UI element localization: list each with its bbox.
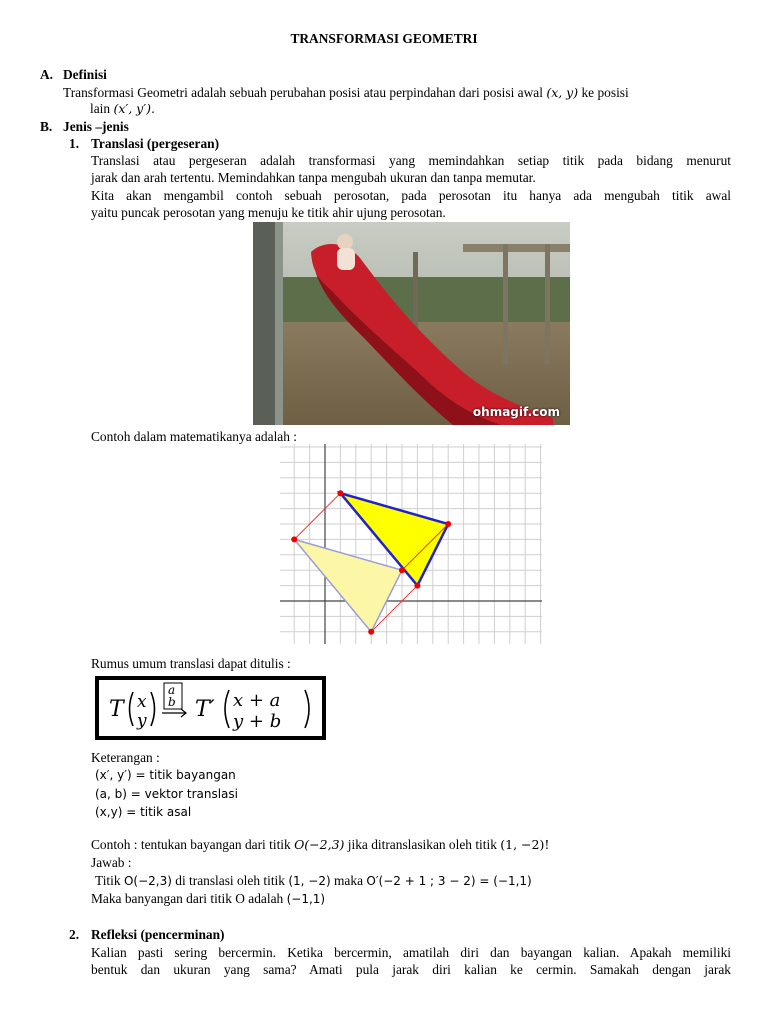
vertex-point [445,521,451,527]
contoh-soal [91,836,549,854]
formula-x: x [137,692,147,712]
contoh-matematika-label: Contoh dalam matematikanya adalah : [91,429,297,444]
section-a-marker: A. [40,67,54,82]
keterangan-3: (x,y) = titik asal [95,805,192,819]
translasi-marker: 1. [69,136,80,151]
maka-math: (−1,1) [286,892,326,906]
vertex-point [414,583,420,589]
triangles [291,490,451,635]
translasi-p1-line1: Translasi atau pergeseran adalah transformasi yang memindahkan setiap titik pada bidang menurut [91,153,731,168]
translation-connector [294,493,340,539]
contoh-math-vector: (1, −2)! [500,837,550,852]
keterangan-1: (x′, y′) = titik bayangan [95,768,236,782]
titik-math-o: O(−2,3) [123,874,172,888]
titik-math-result: O′(−2 + 1 ; 3 − 2) = (−1,1) [366,874,532,888]
jawab-line [95,872,532,890]
refleksi-heading: Refleksi (pencerminan) [91,927,225,942]
formula-a: a [168,683,176,697]
maka-pre: Maka banyangan dari titik O adalah [91,891,284,906]
refleksi-marker: 2. [69,927,80,942]
graph-svg [280,444,542,644]
vertex-point [337,490,343,496]
contoh-pre: Contoh : tentukan bayangan dari titik [91,837,291,852]
translation-formula-box [95,676,326,740]
definisi-math-xy: (x, y) [546,85,579,100]
page-title: TRANSFORMASI GEOMETRI [290,31,478,46]
slide-photo [253,222,570,425]
formula-Tprime: T′ [195,697,215,722]
section-b-heading: Jenis –jenis [63,119,129,134]
right-paren-1 [151,692,155,726]
translation-formula [99,680,322,736]
refleksi-line2: bentuk dan ukuran yang sama? Amati pula jarak diri kalian ke cermin. Samakah dengan jarak [91,962,731,977]
rumus-intro: Rumus umum translasi dapat ditulis : [91,656,291,671]
translation-graph [280,444,542,644]
titik-mid: di translasi oleh titik [175,873,285,888]
section-a-heading: Definisi [63,67,107,82]
definisi-lain: lain [90,101,111,116]
formula-y: y [137,711,147,731]
right-paren-2 [305,690,309,728]
titik-math-vector: (1, −2) [288,874,331,888]
left-paren-2 [225,690,229,728]
maka-line [91,890,325,908]
refleksi-line1: Kalian pasti sering bercermin. Ketika bercermin, amatilah diri dan bayangan kalian. Apakah memiliki [91,945,731,960]
vertex-point [291,536,297,542]
vertex-point [368,629,374,635]
keterangan-2: (a, b) = vektor translasi [95,787,238,801]
formula-x-plus-a: x + a [233,690,281,711]
formula-T: T [109,697,124,722]
left-paren-1 [130,692,134,726]
definisi-math-xyp: (x′, y′). [113,101,155,116]
definisi-end: ke posisi [581,85,629,100]
titik-maka: maka [334,873,364,888]
translasi-heading: Translasi (pergeseran) [91,136,220,151]
photo-watermark: ohmagif.com [472,405,560,419]
jawab-label: Jawab : [91,855,132,870]
definisi-line2 [90,100,155,118]
formula-b: b [168,695,176,709]
translasi-p1-line2: jarak dan arah tertentu. Memindahkan tanpa mengubah ukuran dan tanpa memutar. [91,170,536,185]
formula-y-plus-b: y + b [233,711,282,732]
section-b-marker: B. [40,119,53,134]
translasi-p2-line2: yaitu puncak perosotan yang menuju ke titik ahir ujung perosotan. [91,205,446,220]
definisi-text: Transformasi Geometri adalah sebuah perubahan posisi atau perpindahan dari posisi awal [63,85,543,100]
keterangan-label: Keterangan : [91,750,160,765]
slide-illustration [253,222,570,425]
contoh-math-o: O(−2,3) [294,837,345,852]
translasi-p2-line1: Kita akan mengambil contoh sebuah perosotan, pada perosotan itu hanya ada mengubah titik awal [91,188,731,203]
vertex-point [399,567,405,573]
contoh-mid: jika ditranslasikan oleh titik [347,837,497,852]
titik-pre: Titik [95,873,121,888]
